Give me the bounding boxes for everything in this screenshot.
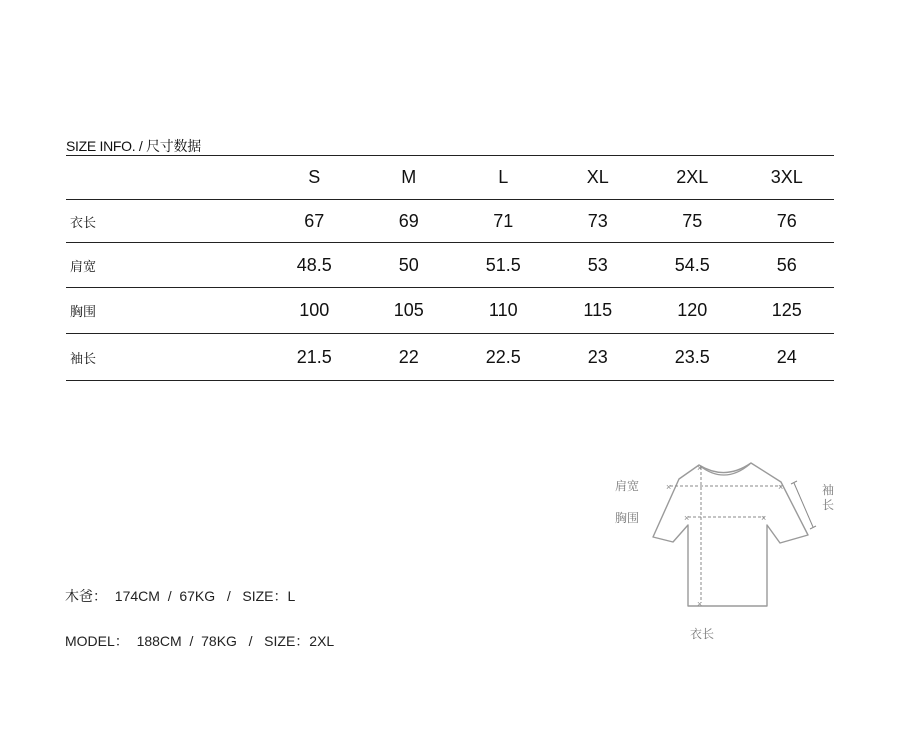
table-cell: 120 — [645, 288, 739, 334]
table-header-row — [66, 156, 834, 200]
size-header-xl: XL — [551, 156, 645, 200]
tshirt-diagram — [600, 455, 850, 655]
row-label-shoulder: 肩宽 — [66, 243, 267, 288]
table-cell: 53 — [551, 243, 645, 288]
table-cell: 54.5 — [645, 243, 739, 288]
chest-mark-left: × — [684, 513, 690, 523]
chest-label: 胸围 — [615, 511, 640, 525]
table-row-chest — [66, 288, 834, 334]
sleeve-label-bottom: 长 — [822, 498, 835, 512]
tshirt-outline — [653, 463, 808, 606]
table-cell: 115 — [551, 288, 645, 334]
table-cell: 51.5 — [456, 243, 550, 288]
size-info-title: SIZE INFO. / 尺寸数据 — [66, 138, 201, 154]
model-info-1: 木爸： 174CM / 67KG / SIZE：L — [65, 588, 296, 604]
size-header-s: S — [267, 156, 361, 200]
table-cell: 22 — [362, 334, 456, 381]
table-cell: 23.5 — [645, 334, 739, 381]
length-mark-bottom: × — [697, 599, 703, 609]
row-label-sleeve: 袖长 — [66, 334, 267, 381]
table-cell: 73 — [551, 200, 645, 243]
table-cell: 21.5 — [267, 334, 361, 381]
table-cell: 56 — [739, 243, 834, 288]
table-cell: 71 — [456, 200, 550, 243]
table-cell: 69 — [362, 200, 456, 243]
table-row-shoulder — [66, 243, 834, 288]
table-cell: 24 — [739, 334, 834, 381]
table-cell: 125 — [739, 288, 834, 334]
shoulder-label: 肩宽 — [615, 479, 640, 493]
size-header-3xl: 3XL — [739, 156, 834, 200]
chest-mark-right: × — [761, 513, 767, 523]
shoulder-mark-left: × — [666, 482, 672, 492]
length-label: 衣长 — [690, 627, 715, 641]
length-mark-top: × — [697, 463, 703, 473]
table-cell: 105 — [362, 288, 456, 334]
row-label-length: 衣长 — [66, 200, 267, 243]
table-cell: 50 — [362, 243, 456, 288]
table-row-length — [66, 200, 834, 243]
table-cell: 75 — [645, 200, 739, 243]
size-header-2xl: 2XL — [645, 156, 739, 200]
header-empty-cell — [66, 156, 267, 200]
shoulder-mark-right: × — [778, 482, 784, 492]
size-header-m: M — [362, 156, 456, 200]
table-cell: 48.5 — [267, 243, 361, 288]
sleeve-label-top: 袖 — [822, 483, 835, 497]
table-row-sleeve — [66, 334, 834, 381]
table-cell: 23 — [551, 334, 645, 381]
table-cell: 100 — [267, 288, 361, 334]
sleeve-measure-line — [794, 483, 813, 527]
size-header-l: L — [456, 156, 550, 200]
table-cell: 110 — [456, 288, 550, 334]
model-info-2: MODEL： 188CM / 78KG / SIZE：2XL — [65, 633, 335, 649]
table-cell: 67 — [267, 200, 361, 243]
size-table — [66, 155, 834, 381]
table-cell: 22.5 — [456, 334, 550, 381]
row-label-chest: 胸围 — [66, 288, 267, 334]
table-cell: 76 — [739, 200, 834, 243]
